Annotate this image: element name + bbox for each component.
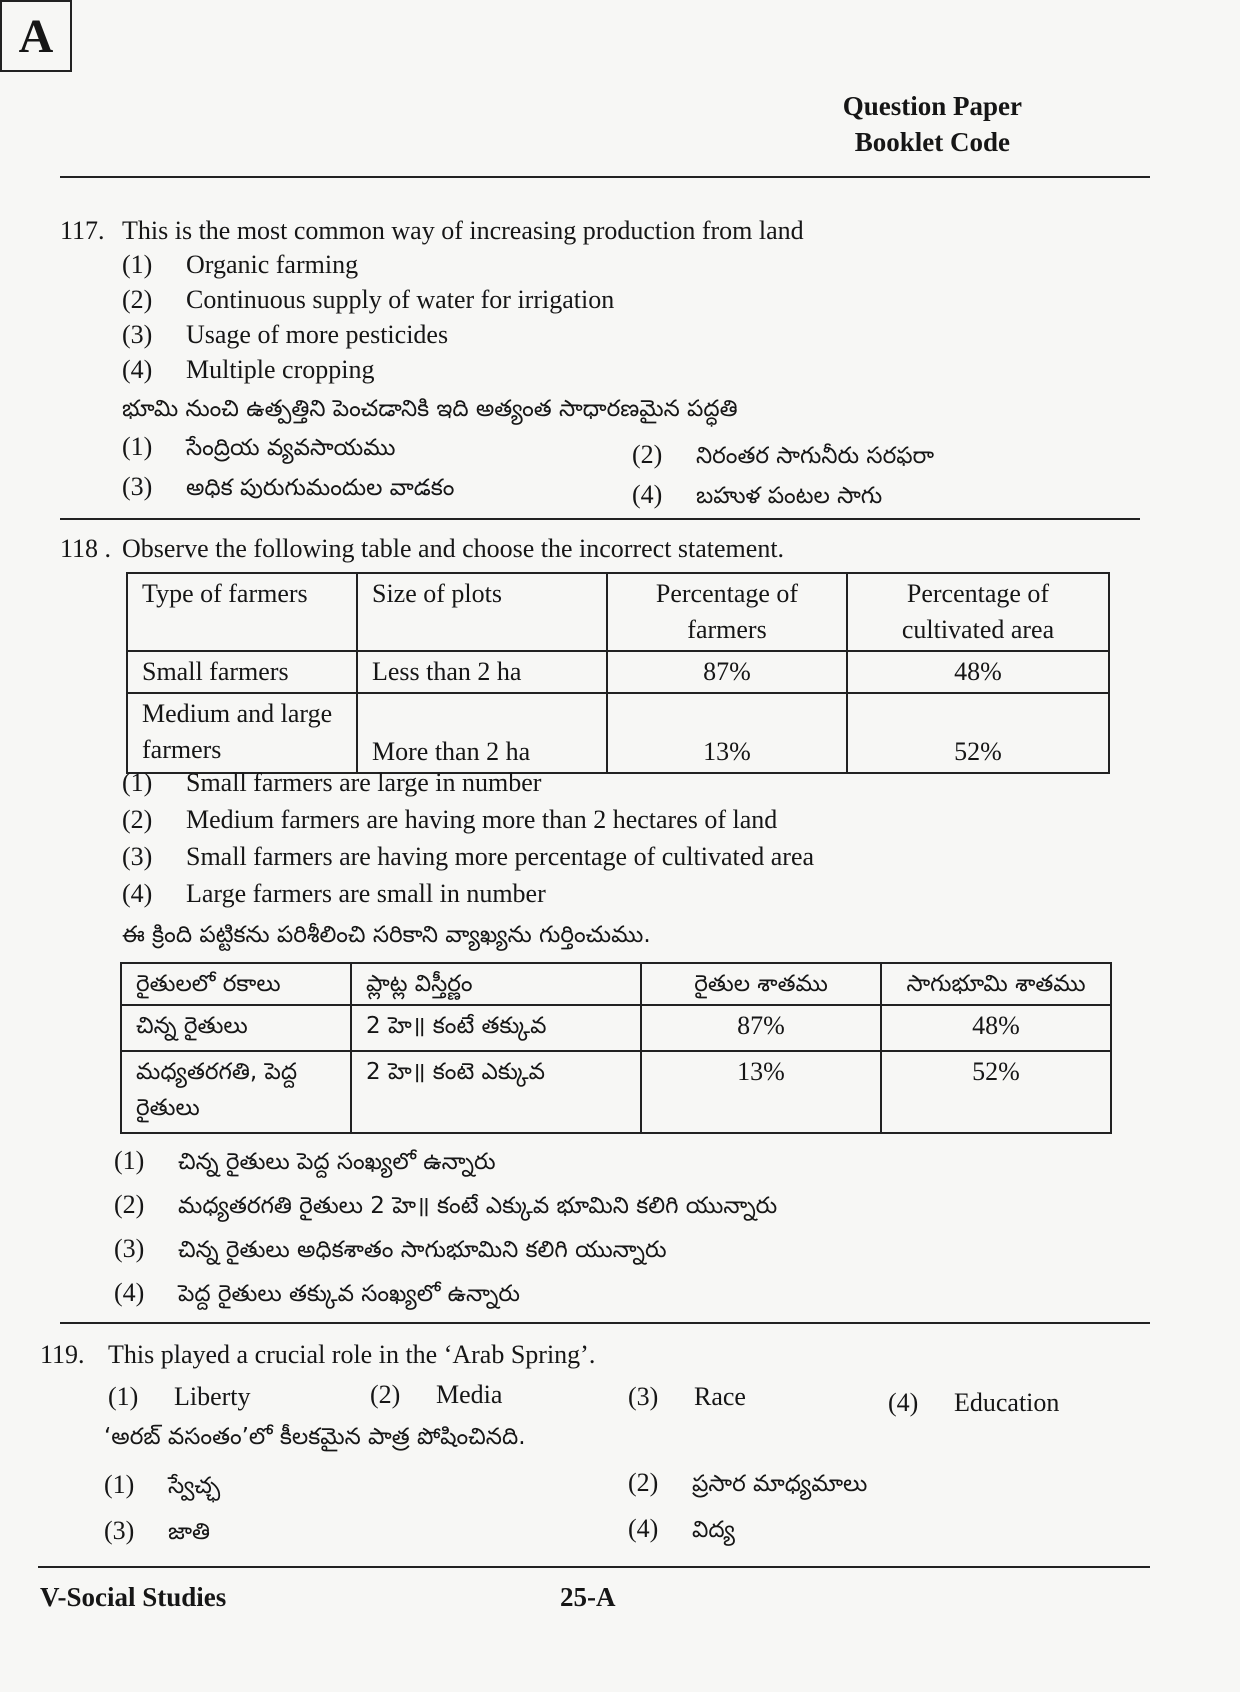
q118-option-3[interactable]: (3) Small farmers are having more percentage of cultivated area bbox=[122, 842, 815, 871]
q117-te-option-4[interactable]: (4) బహుళ పంటల సాగు bbox=[632, 480, 883, 509]
table-cell: 2 హె॥ కంటే తక్కువ bbox=[351, 1005, 641, 1051]
q119-option-2[interactable]: (2) Media bbox=[370, 1380, 503, 1409]
table-cell: 52% bbox=[881, 1051, 1111, 1133]
table-cell: 87% bbox=[607, 651, 847, 693]
table-header-row bbox=[121, 963, 1111, 1005]
table-cell: 2 హె॥ కంటె ఎక్కువ bbox=[351, 1051, 641, 1133]
table-cell: మధ్యతరగతి, పెద్ద రైతులు bbox=[121, 1051, 351, 1133]
divider bbox=[60, 1322, 1150, 1324]
q117-option-3[interactable]: (3) Usage of more pesticides bbox=[122, 320, 449, 349]
booklet-code-box bbox=[0, 0, 72, 72]
footer-page-number: 25-A bbox=[560, 1582, 616, 1612]
table-cell: Less than 2 ha bbox=[357, 651, 607, 693]
question-117-stem: 117. This is the most common way of increasing production from land bbox=[60, 216, 804, 245]
table-cell: 48% bbox=[881, 1005, 1111, 1051]
q119-option-4[interactable]: (4) Education bbox=[888, 1388, 1060, 1417]
table-cell: చిన్న రైతులు bbox=[121, 1005, 351, 1051]
table-row bbox=[127, 693, 1109, 773]
divider bbox=[60, 518, 1140, 520]
q119-te-option-3[interactable]: (3) జాతి bbox=[104, 1516, 211, 1545]
table-cell: 48% bbox=[847, 651, 1109, 693]
question-117-telugu: భూమి నుంచి ఉత్పత్తిని పెంచడానికి ఇది అత్యంత సాధారణమైన పద్ధతి bbox=[122, 396, 738, 422]
table-header-cell: సాగుభూమి శాతము bbox=[881, 963, 1111, 1005]
table-header-cell: Percentage of cultivated area bbox=[847, 573, 1109, 651]
q118-te-option-4[interactable]: (4) పెద్ద రైతులు తక్కువ సంఖ్యలో ఉన్నారు bbox=[114, 1278, 520, 1307]
table-header-cell: రైతుల శాతము bbox=[641, 963, 881, 1005]
q117-te-option-3[interactable]: (3) అధిక పురుగుమందుల వాడకం bbox=[122, 472, 455, 501]
question-119-stem: 119. This played a crucial role in the ‘Arab Spring’. bbox=[40, 1340, 596, 1369]
booklet-code-label: Question Paper Booklet Code bbox=[842, 91, 1022, 157]
table-cell: More than 2 ha bbox=[357, 693, 607, 773]
table-header-cell: ప్లాట్ల విస్తీర్ణం bbox=[351, 963, 641, 1005]
table-header-cell: రైతులలో రకాలు bbox=[121, 963, 351, 1005]
divider bbox=[38, 1566, 1150, 1568]
q118-option-1[interactable]: (1) Small farmers are large in number bbox=[122, 768, 542, 797]
table-cell: 13% bbox=[607, 693, 847, 773]
q117-te-option-2[interactable]: (2) నిరంతర సాగునీరు సరఫరా bbox=[632, 440, 935, 469]
q118-option-4[interactable]: (4) Large farmers are small in number bbox=[122, 879, 546, 908]
q118-te-option-3[interactable]: (3) చిన్న రైతులు అధికశాతం సాగుభూమిని కలిగి యున్నారు bbox=[114, 1234, 667, 1263]
question-118-telugu: ఈ క్రింది పట్టికను పరిశీలించి సరికాని వ్యాఖ్యను గుర్తించుము. bbox=[122, 922, 651, 948]
divider bbox=[60, 176, 1150, 178]
footer-subject: V-Social Studies bbox=[40, 1582, 227, 1612]
table-cell: 52% bbox=[847, 693, 1109, 773]
farmers-table bbox=[126, 572, 1110, 774]
q119-te-option-4[interactable]: (4) విద్య bbox=[628, 1514, 735, 1543]
q119-option-3[interactable]: (3) Race bbox=[628, 1382, 746, 1411]
q117-option-2[interactable]: (2) Continuous supply of water for irrigation bbox=[122, 285, 615, 314]
q119-option-1[interactable]: (1) Liberty bbox=[108, 1382, 251, 1411]
q119-te-option-1[interactable]: (1) స్వేచ్ఛ bbox=[104, 1470, 221, 1499]
q117-te-option-1[interactable]: (1) సేంద్రియ వ్యవసాయము bbox=[122, 432, 396, 461]
farmers-table-telugu bbox=[120, 962, 1112, 1134]
table-row bbox=[121, 1051, 1111, 1133]
table-header-cell: Type of farmers bbox=[127, 573, 357, 651]
question-119-telugu: ‘అరబ్ వసంతం’లో కీలకమైన పాత్ర పోషించినది. bbox=[104, 1424, 526, 1450]
q118-te-option-2[interactable]: (2) మధ్యతరగతి రైతులు 2 హె॥ కంటే ఎక్కువ భూమిని కలిగి యున్నారు bbox=[114, 1190, 778, 1219]
table-row bbox=[127, 651, 1109, 693]
q119-te-option-2[interactable]: (2) ప్రసార మాధ్యమాలు bbox=[628, 1468, 868, 1497]
table-header-cell: Percentage of farmers bbox=[607, 573, 847, 651]
table-row bbox=[121, 1005, 1111, 1051]
q118-option-2[interactable]: (2) Medium farmers are having more than 2 hectares of land bbox=[122, 805, 778, 834]
table-cell: Medium and large farmers bbox=[127, 693, 357, 773]
booklet-code: A bbox=[18, 9, 54, 63]
q118-te-option-1[interactable]: (1) చిన్న రైతులు పెద్ద సంఖ్యలో ఉన్నారు bbox=[114, 1146, 496, 1175]
table-cell: 13% bbox=[641, 1051, 881, 1133]
table-header-row bbox=[127, 573, 1109, 651]
q117-option-4[interactable]: (4) Multiple cropping bbox=[122, 355, 375, 384]
question-118-stem: 118 . Observe the following table and choose the incorrect statement. bbox=[60, 534, 785, 563]
table-cell: Small farmers bbox=[127, 651, 357, 693]
table-header-cell: Size of plots bbox=[357, 573, 607, 651]
q117-option-1[interactable]: (1) Organic farming bbox=[122, 250, 359, 279]
table-cell: 87% bbox=[641, 1005, 881, 1051]
